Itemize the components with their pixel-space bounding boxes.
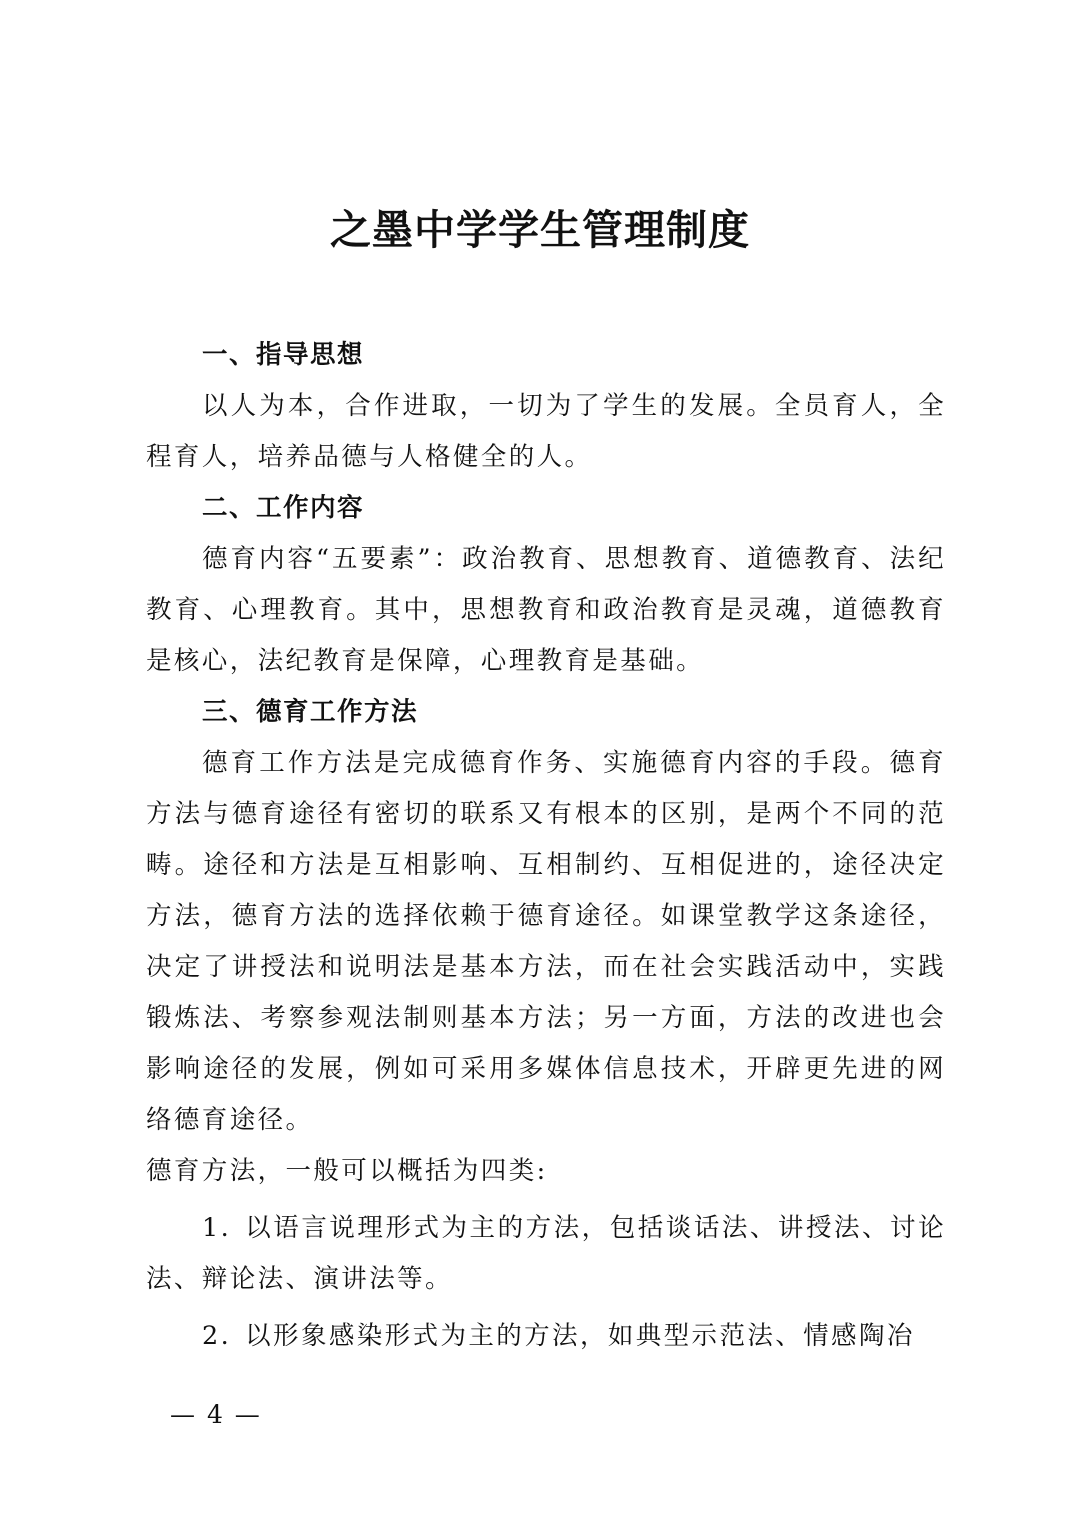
list-item-text: 以语言说理形式为主的方法，包括谈话法、讲授法、讨论法、辩论法、演讲法等。 [146,1213,946,1294]
section-paragraph-work-content: 德育内容“五要素”：政治教育、思想教育、道德教育、法纪教育、心理教育。其中，思想教育和政治教育是灵魂，道德教育是核心，法纪教育是保障，心理教育是基础。 [146,544,946,676]
section-paragraph-work-methods: 德育工作方法是完成德育作务、实施德育内容的手段。德育方法与德育途径有密切的联系又有根本的区别，是两个不同的范畴。途径和方法是互相影响、互相制约、互相促进的，途径决定方法，德育方法的选择依赖于德育途径。如课堂教学这条途径，决定了讲授法和说明法是基本方法，而在社会实践活动中，实践锻炼法、考察参观法制则基本方法；另一方面，方法的改进也会影响途径的发展，例如可采用多媒体信息技术，开辟更先进的网络德育途径。 [146,748,946,1135]
section-heading-work-methods: 三、德育工作方法 [202,697,419,727]
list-item-number: 1. [202,1213,232,1243]
list-item-number: 2. [202,1321,232,1351]
page-number: — 4 — [170,1400,262,1429]
section-heading-work-content: 二、工作内容 [202,493,365,523]
methods-intro: 德育方法，一般可以概括为四类: [146,1156,548,1186]
list-item [146,1203,946,1305]
list-item-text: 以形象感染形式为主的方法，如典型示范法、情感陶冶 [245,1321,915,1351]
document-title: 之墨中学学生管理制度 [330,206,750,254]
section-heading-guiding-thought: 一、指导思想 [202,340,365,370]
list-item [146,1311,946,1362]
section-paragraph-guiding-thought: 以人为本，合作进取，一切为了学生的发展。全员育人，全程育人，培养品德与人格健全的人。 [146,391,946,472]
document-body [146,330,946,1362]
